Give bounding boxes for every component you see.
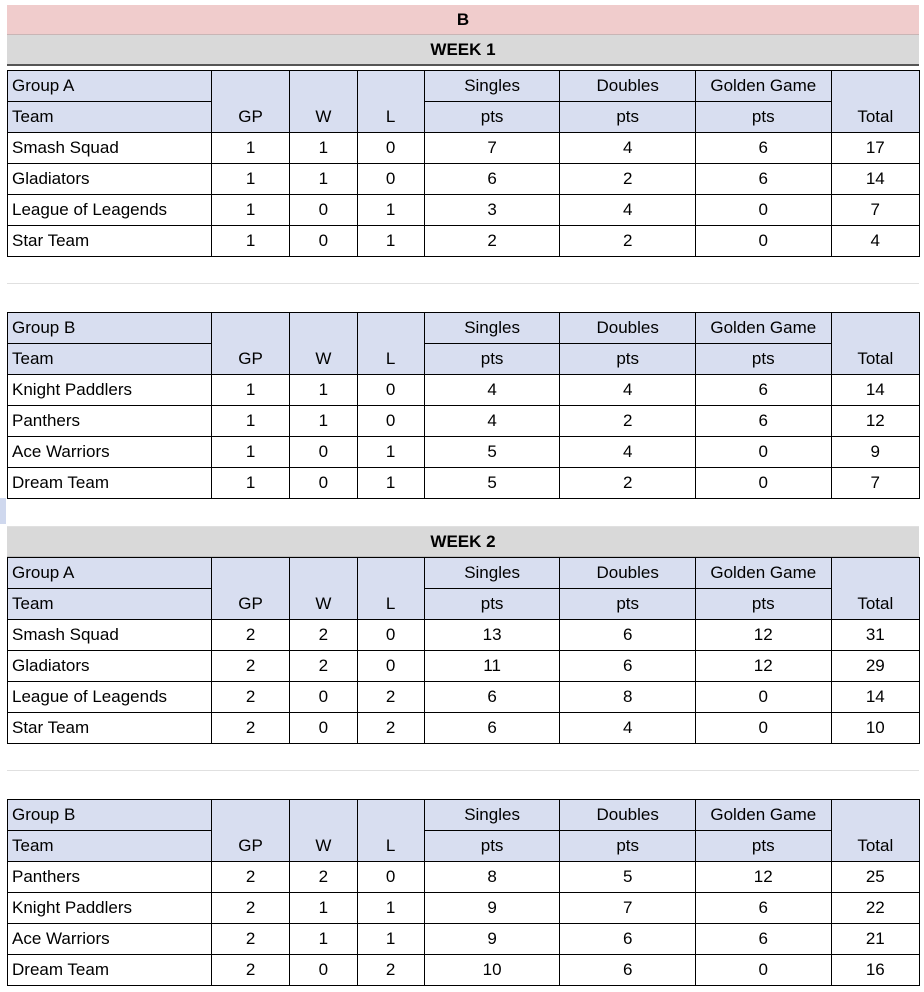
header-w: W xyxy=(290,344,357,375)
wins: 0 xyxy=(290,713,357,744)
doubles-pts: 6 xyxy=(560,924,696,955)
losses: 1 xyxy=(357,468,424,499)
standings-table xyxy=(7,799,920,986)
header-w: W xyxy=(290,102,357,133)
doubles-pts: 4 xyxy=(560,195,696,226)
team-name: Panthers xyxy=(8,862,212,893)
golden-game-pts: 6 xyxy=(695,406,831,437)
header-pts: pts xyxy=(695,589,831,620)
games-played: 1 xyxy=(211,133,289,164)
golden-game-pts: 0 xyxy=(695,226,831,257)
total-pts: 21 xyxy=(831,924,919,955)
table-row xyxy=(8,226,920,257)
total-pts: 31 xyxy=(831,620,919,651)
table-row xyxy=(8,620,920,651)
doubles-pts: 4 xyxy=(560,133,696,164)
golden-game-pts: 0 xyxy=(695,682,831,713)
table-row xyxy=(8,468,920,499)
header-golden-game: Golden Game xyxy=(695,71,831,102)
standings-table xyxy=(7,557,920,744)
header-gp: GP xyxy=(211,102,289,133)
losses: 0 xyxy=(357,651,424,682)
games-played: 2 xyxy=(211,682,289,713)
losses: 1 xyxy=(357,893,424,924)
team-name: Smash Squad xyxy=(8,133,212,164)
header-gp: GP xyxy=(211,831,289,862)
week-label: WEEK 1 xyxy=(7,35,919,66)
table-row xyxy=(8,955,920,986)
header-golden-game: Golden Game xyxy=(695,313,831,344)
header-pts: pts xyxy=(424,102,560,133)
header-l: L xyxy=(357,344,424,375)
table-row xyxy=(8,133,920,164)
total-pts: 25 xyxy=(831,862,919,893)
standings-table xyxy=(7,312,920,499)
games-played: 2 xyxy=(211,651,289,682)
singles-pts: 11 xyxy=(424,651,560,682)
header-team: Team xyxy=(8,589,212,620)
header-blank xyxy=(357,71,424,102)
team-name: Gladiators xyxy=(8,651,212,682)
header-pts: pts xyxy=(695,831,831,862)
golden-game-pts: 6 xyxy=(695,133,831,164)
team-name: Star Team xyxy=(8,713,212,744)
header-blank xyxy=(831,800,919,831)
total-pts: 14 xyxy=(831,682,919,713)
table-row xyxy=(8,682,920,713)
losses: 0 xyxy=(357,164,424,195)
header-blank xyxy=(831,313,919,344)
empty-row xyxy=(7,744,919,771)
singles-pts: 3 xyxy=(424,195,560,226)
losses: 1 xyxy=(357,226,424,257)
games-played: 1 xyxy=(211,375,289,406)
wins: 1 xyxy=(290,133,357,164)
doubles-pts: 5 xyxy=(560,862,696,893)
wins: 2 xyxy=(290,620,357,651)
games-played: 2 xyxy=(211,955,289,986)
group-name: Group B xyxy=(8,313,212,344)
games-played: 1 xyxy=(211,226,289,257)
header-pts: pts xyxy=(560,344,696,375)
singles-pts: 8 xyxy=(424,862,560,893)
table-row xyxy=(8,375,920,406)
team-name: Gladiators xyxy=(8,164,212,195)
singles-pts: 4 xyxy=(424,406,560,437)
header-blank xyxy=(290,313,357,344)
losses: 1 xyxy=(357,195,424,226)
golden-game-pts: 12 xyxy=(695,651,831,682)
group-name: Group A xyxy=(8,71,212,102)
total-pts: 10 xyxy=(831,713,919,744)
standings-table xyxy=(7,70,920,257)
losses: 0 xyxy=(357,375,424,406)
table-row xyxy=(8,713,920,744)
header-total: Total xyxy=(831,831,919,862)
header-blank xyxy=(211,558,289,589)
losses: 1 xyxy=(357,437,424,468)
wins: 0 xyxy=(290,955,357,986)
doubles-pts: 4 xyxy=(560,437,696,468)
golden-game-pts: 6 xyxy=(695,164,831,195)
losses: 2 xyxy=(357,682,424,713)
team-name: Knight Paddlers xyxy=(8,375,212,406)
games-played: 2 xyxy=(211,893,289,924)
wins: 1 xyxy=(290,375,357,406)
losses: 0 xyxy=(357,133,424,164)
team-name: League of Leagends xyxy=(8,195,212,226)
games-played: 1 xyxy=(211,437,289,468)
header-blank xyxy=(357,558,424,589)
doubles-pts: 4 xyxy=(560,375,696,406)
header-blank xyxy=(290,800,357,831)
doubles-pts: 4 xyxy=(560,713,696,744)
header-singles: Singles xyxy=(424,558,560,589)
doubles-pts: 6 xyxy=(560,651,696,682)
singles-pts: 6 xyxy=(424,164,560,195)
team-name: Ace Warriors xyxy=(8,924,212,955)
team-name: Dream Team xyxy=(8,955,212,986)
wins: 0 xyxy=(290,226,357,257)
golden-game-pts: 0 xyxy=(695,955,831,986)
singles-pts: 9 xyxy=(424,924,560,955)
golden-game-pts: 0 xyxy=(695,437,831,468)
losses: 0 xyxy=(357,862,424,893)
doubles-pts: 2 xyxy=(560,164,696,195)
header-blank xyxy=(211,71,289,102)
header-blank xyxy=(211,313,289,344)
header-pts: pts xyxy=(560,831,696,862)
losses: 2 xyxy=(357,713,424,744)
header-blank xyxy=(831,71,919,102)
header-golden-game: Golden Game xyxy=(695,800,831,831)
total-pts: 14 xyxy=(831,375,919,406)
empty-row xyxy=(7,498,919,527)
header-pts: pts xyxy=(560,102,696,133)
table-row xyxy=(8,406,920,437)
header-total: Total xyxy=(831,344,919,375)
table-row xyxy=(8,893,920,924)
total-pts: 22 xyxy=(831,893,919,924)
singles-pts: 10 xyxy=(424,955,560,986)
golden-game-pts: 0 xyxy=(695,713,831,744)
group-name: Group B xyxy=(8,800,212,831)
header-pts: pts xyxy=(424,589,560,620)
header-gp: GP xyxy=(211,344,289,375)
golden-game-pts: 0 xyxy=(695,195,831,226)
header-pts: pts xyxy=(560,589,696,620)
games-played: 2 xyxy=(211,862,289,893)
golden-game-pts: 6 xyxy=(695,375,831,406)
table-row xyxy=(8,164,920,195)
doubles-pts: 7 xyxy=(560,893,696,924)
header-l: L xyxy=(357,102,424,133)
losses: 2 xyxy=(357,955,424,986)
games-played: 1 xyxy=(211,164,289,195)
header-singles: Singles xyxy=(424,313,560,344)
header-blank xyxy=(357,313,424,344)
games-played: 1 xyxy=(211,406,289,437)
header-l: L xyxy=(357,589,424,620)
total-pts: 16 xyxy=(831,955,919,986)
team-name: League of Leagends xyxy=(8,682,212,713)
singles-pts: 5 xyxy=(424,468,560,499)
total-pts: 17 xyxy=(831,133,919,164)
losses: 0 xyxy=(357,620,424,651)
header-pts: pts xyxy=(424,831,560,862)
header-total: Total xyxy=(831,102,919,133)
losses: 0 xyxy=(357,406,424,437)
doubles-pts: 2 xyxy=(560,406,696,437)
singles-pts: 6 xyxy=(424,713,560,744)
header-doubles: Doubles xyxy=(560,313,696,344)
header-blank xyxy=(357,800,424,831)
table-row xyxy=(8,862,920,893)
row-selection-marker xyxy=(0,498,6,524)
header-singles: Singles xyxy=(424,71,560,102)
header-blank xyxy=(211,800,289,831)
golden-game-pts: 0 xyxy=(695,468,831,499)
total-pts: 29 xyxy=(831,651,919,682)
table-row xyxy=(8,437,920,468)
empty-row xyxy=(7,283,919,313)
singles-pts: 2 xyxy=(424,226,560,257)
doubles-pts: 2 xyxy=(560,468,696,499)
wins: 0 xyxy=(290,195,357,226)
games-played: 1 xyxy=(211,468,289,499)
total-pts: 14 xyxy=(831,164,919,195)
singles-pts: 6 xyxy=(424,682,560,713)
doubles-pts: 6 xyxy=(560,955,696,986)
wins: 1 xyxy=(290,164,357,195)
games-played: 2 xyxy=(211,713,289,744)
wins: 0 xyxy=(290,437,357,468)
golden-game-pts: 6 xyxy=(695,924,831,955)
team-name: Ace Warriors xyxy=(8,437,212,468)
header-pts: pts xyxy=(695,102,831,133)
games-played: 1 xyxy=(211,195,289,226)
total-pts: 4 xyxy=(831,226,919,257)
table-row xyxy=(8,651,920,682)
week-label: WEEK 2 xyxy=(7,527,919,557)
golden-game-pts: 6 xyxy=(695,893,831,924)
table-row xyxy=(8,924,920,955)
wins: 1 xyxy=(290,406,357,437)
golden-game-pts: 12 xyxy=(695,620,831,651)
header-doubles: Doubles xyxy=(560,558,696,589)
wins: 2 xyxy=(290,862,357,893)
empty-row xyxy=(7,770,919,800)
losses: 1 xyxy=(357,924,424,955)
group-name: Group A xyxy=(8,558,212,589)
header-team: Team xyxy=(8,831,212,862)
singles-pts: 4 xyxy=(424,375,560,406)
team-name: Panthers xyxy=(8,406,212,437)
wins: 2 xyxy=(290,651,357,682)
header-doubles: Doubles xyxy=(560,800,696,831)
wins: 1 xyxy=(290,924,357,955)
total-pts: 7 xyxy=(831,195,919,226)
header-w: W xyxy=(290,589,357,620)
games-played: 2 xyxy=(211,924,289,955)
header-doubles: Doubles xyxy=(560,71,696,102)
header-total: Total xyxy=(831,589,919,620)
header-blank xyxy=(831,558,919,589)
games-played: 2 xyxy=(211,620,289,651)
team-name: Smash Squad xyxy=(8,620,212,651)
singles-pts: 9 xyxy=(424,893,560,924)
empty-row xyxy=(7,257,919,284)
header-gp: GP xyxy=(211,589,289,620)
header-l: L xyxy=(357,831,424,862)
total-pts: 7 xyxy=(831,468,919,499)
team-name: Knight Paddlers xyxy=(8,893,212,924)
header-pts: pts xyxy=(695,344,831,375)
wins: 0 xyxy=(290,468,357,499)
doubles-pts: 6 xyxy=(560,620,696,651)
header-singles: Singles xyxy=(424,800,560,831)
header-blank xyxy=(290,558,357,589)
header-w: W xyxy=(290,831,357,862)
header-golden-game: Golden Game xyxy=(695,558,831,589)
team-name: Star Team xyxy=(8,226,212,257)
sheet-title: B xyxy=(7,5,919,35)
team-name: Dream Team xyxy=(8,468,212,499)
wins: 1 xyxy=(290,893,357,924)
golden-game-pts: 12 xyxy=(695,862,831,893)
header-blank xyxy=(290,71,357,102)
wins: 0 xyxy=(290,682,357,713)
header-pts: pts xyxy=(424,344,560,375)
header-team: Team xyxy=(8,344,212,375)
singles-pts: 7 xyxy=(424,133,560,164)
singles-pts: 13 xyxy=(424,620,560,651)
doubles-pts: 2 xyxy=(560,226,696,257)
total-pts: 12 xyxy=(831,406,919,437)
total-pts: 9 xyxy=(831,437,919,468)
singles-pts: 5 xyxy=(424,437,560,468)
doubles-pts: 8 xyxy=(560,682,696,713)
header-team: Team xyxy=(8,102,212,133)
table-row xyxy=(8,195,920,226)
